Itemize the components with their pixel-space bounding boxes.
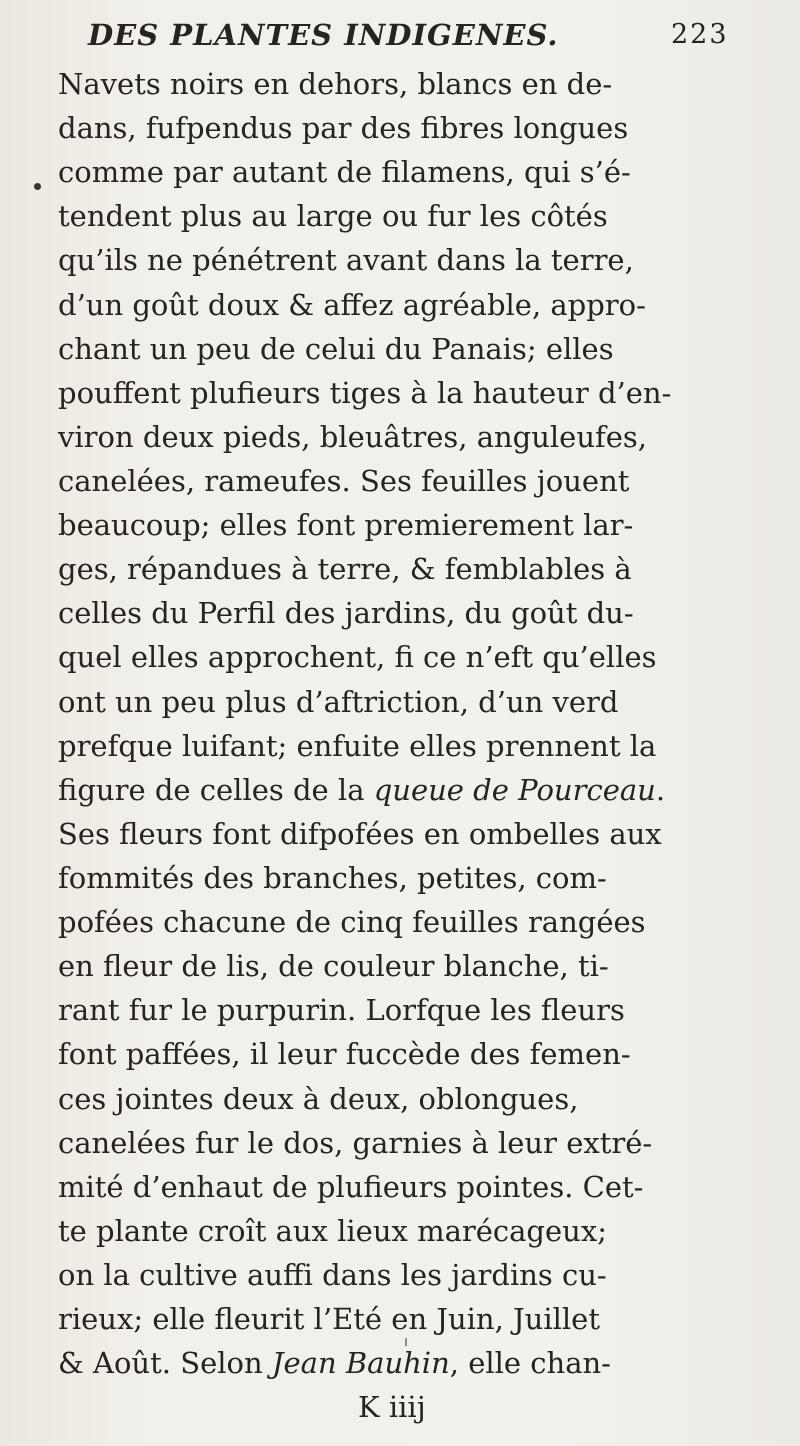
text-line: en fleur de lis, de couleur blanche, ti- [58, 949, 609, 984]
text-line: celles du Perfil des jardins, du goût du- [58, 596, 634, 631]
text-fragment: , elle chan- [449, 1346, 611, 1381]
running-head-title: DES PLANTES INDIGENES. [88, 18, 559, 52]
ink-speck [34, 183, 41, 190]
text-line: ces jointes deux à deux, oblongues, [58, 1081, 579, 1116]
text-line-with-italic [58, 768, 768, 812]
text-line: ges, répandues à terre, & femblables à [58, 552, 632, 587]
body-text [58, 62, 768, 1429]
text-line: tendent plus au large ou fur les côtés [58, 199, 608, 234]
text-line: prefque luifant; enfuite elles prennent la [58, 728, 657, 763]
paper-mark [405, 1338, 407, 1346]
text-line: te plante croît aux lieux marécageux; [58, 1213, 607, 1248]
text-line: ont un peu plus d’aftriction, d’un verd [58, 684, 619, 719]
text-line: dans, fufpendus par des fibres longues [58, 111, 629, 146]
italic-author-name: Jean Bauhin [271, 1346, 450, 1381]
italic-plant-name: queue de Pourceau [373, 772, 656, 807]
text-line: viron deux pieds, bleuâtres, anguleufes, [58, 419, 648, 454]
signature-mark: K iiij [358, 1390, 426, 1425]
page-number: 223 [671, 19, 729, 50]
text-line: pouffent plufieurs tiges à la hauteur d’en- [58, 375, 672, 410]
text-line: chant un peu de celui du Panais; elles [58, 331, 614, 366]
text-line: d’un goût doux & affez agréable, appro- [58, 287, 646, 322]
text-fragment: figure de celles de la [58, 772, 374, 807]
text-line: mité d’enhaut de plufieurs pointes. Cet- [58, 1169, 644, 1204]
text-line: on la cultive auffi dans les jardins cu- [58, 1257, 607, 1292]
text-line: canelées, rameufes. Ses feuilles jouent [58, 463, 630, 498]
text-line: Navets noirs en dehors, blancs en de- [58, 67, 613, 101]
text-line: beaucoup; elles font premierement lar- [58, 508, 634, 543]
text-line: rant fur le purpurin. Lorfque les fleurs [58, 993, 625, 1028]
text-line: fommités des branches, petites, com- [58, 860, 607, 895]
text-line: comme par autant de filamens, qui s’é- [58, 155, 631, 190]
text-fragment: & Août. Selon [58, 1346, 272, 1381]
text-line: pofées chacune de cinq feuilles rangées [58, 905, 646, 940]
text-line: font paffées, il leur fuccède des femen- [58, 1037, 631, 1072]
text-line: canelées fur le dos, garnies à leur extré- [58, 1125, 653, 1160]
text-line: rieux; elle fleurit l’Eté en Juin, Juillet [58, 1302, 600, 1337]
text-line: qu’ils ne pénétrent avant dans la terre, [58, 243, 634, 278]
text-line: Ses fleurs font difpofées en ombelles aux [58, 816, 662, 851]
text-fragment: . [655, 772, 666, 807]
text-line: quel elles approchent, fi ce n’eft qu’elles [58, 640, 657, 675]
text-line-with-italic [58, 1341, 768, 1385]
running-head [88, 18, 768, 66]
